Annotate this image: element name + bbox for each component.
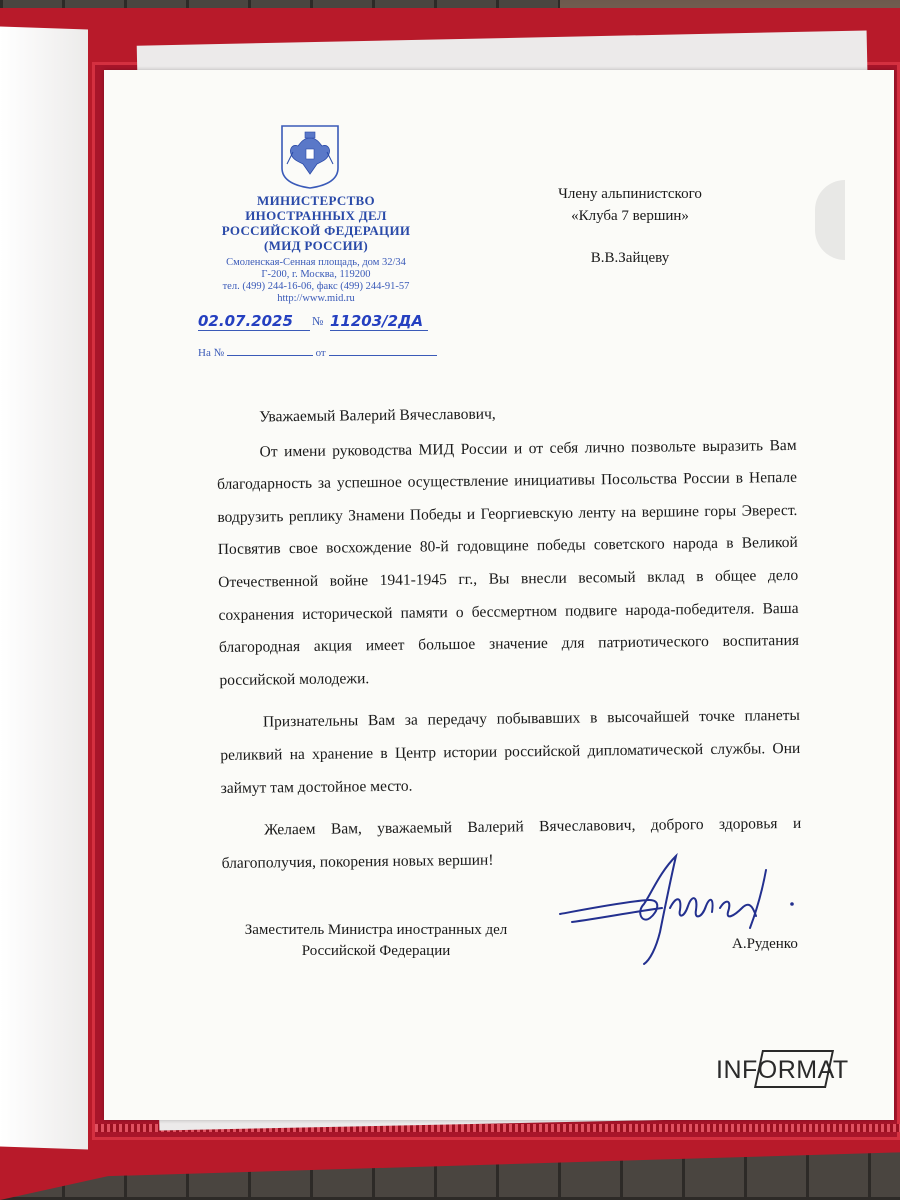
body-paragraph: От имени руководства МИД России и от себя лично позвольте выразить Вам благодарность за успешное осуществление инициативы Посольства России в Непале водрузить реплику Знамени Победы и Георгиевскую ленту на вершине горы Эверест. Посвятив свое восхождение 80-й годовщине победы советского народа в Великой Отечественной войне 1941-1945 гг., Вы внесли весомый вклад в общее дело сохранения исторической памяти о бессмертном подвиге народа-победителя. Ваша благородная акция имеет большое значение для патриотического воспитания российской молодежи. [216,436,800,689]
ministry-line: МИНИСТЕРСТВО [257,193,375,208]
ministry-line: РОССИЙСКОЙ ФЕДЕРАЦИИ [221,223,411,238]
ministry-line: ИНОСТРАННЫХ ДЕЛ [245,208,387,223]
ministry-address [202,257,430,305]
address-line: Г-200, г. Москва, 119200 [261,269,371,280]
addressee-block [520,183,740,269]
registration-line [198,310,438,334]
on-no-label: На № [198,347,225,359]
ministry-name [216,193,416,253]
signatory-position-line: Российской Федерации [301,943,451,959]
address-line: Смоленская-Сенная площадь, дом 32/34 [226,257,406,268]
informat-watermark: INFORMAT [716,1056,849,1084]
addressee-line: «Клуба 7 вершин» [571,208,689,224]
body-paragraph: Желаем Вам, уважаемый Валерий Вячеславович, доброго здоровья и благополучия, покорения новых вершин! [221,815,802,872]
signatory-position-line: Заместитель Министра иностранных дел [244,922,508,938]
signatory-name: А.Руденко [732,936,798,952]
reference-line [198,346,438,359]
ministry-line: (МИД РОССИИ) [264,238,368,253]
address-line: тел. (499) 244-16-06, факс (499) 244-91-57 [222,281,410,292]
address-line: http://www.mid.ru [277,293,355,304]
signatory-position [212,920,540,962]
reverse-side-show-through [655,985,845,1025]
registration-number-label: № [312,314,324,328]
registration-number: 11203/2ДА [330,312,428,331]
addressee-line: Члену альпинистского [558,186,702,202]
registration-date: 02.07.2025 [198,312,310,331]
from-blank [329,346,437,356]
folder-left-page [0,26,88,1149]
body-paragraph: Признательны Вам за передачу побывавших в высочайшей точке планеты реликвий на хранение в Центр истории российской дипломатической службы. Они займут там достойное место. [220,707,801,797]
from-label: от [315,347,326,359]
coat-of-arms-icon [279,124,341,190]
on-no-blank [227,346,313,356]
salutation: Уважаемый Валерий Вячеславович, [259,405,496,426]
addressee-name: В.В.Зайцеву [590,250,670,266]
letter-body [216,395,802,880]
